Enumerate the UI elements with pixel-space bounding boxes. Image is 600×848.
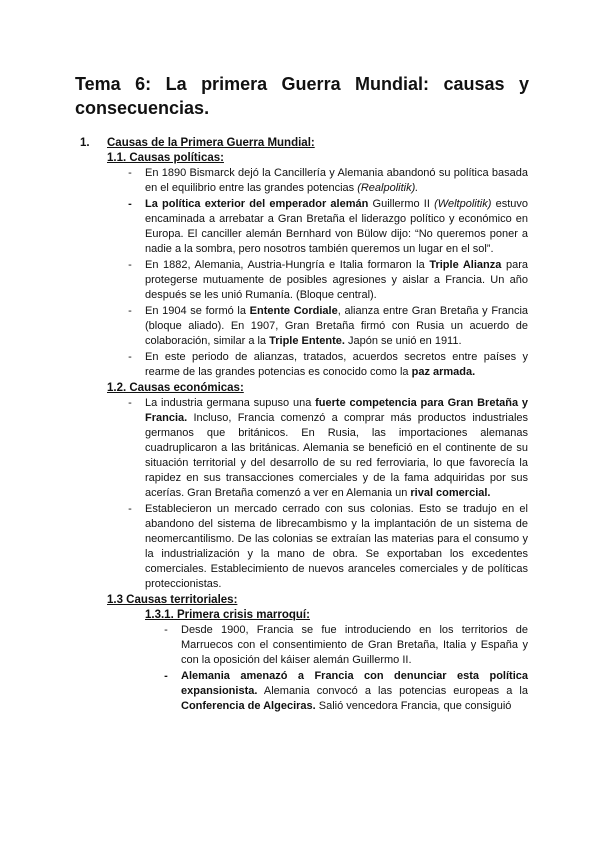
list-item (128, 396, 528, 501)
text-run: Desde 1900, Francia se fue introduciendo en los territorios de Marruecos con el consentimiento de Gran Bretaña, Italia y España y con la oposición del káiser alemán Guillermo II. (181, 624, 528, 666)
dash-marker: - (128, 503, 132, 515)
bold-term: Triple Entente. (269, 335, 345, 347)
list-item (164, 669, 528, 714)
bold-term: rival comercial. (410, 487, 491, 499)
dash-marker: - (128, 167, 132, 179)
text-run: En 1904 se formó la (145, 305, 250, 317)
economic-causes-list (0, 396, 600, 592)
text-run: , alianza entre Gran Bretaña y Francia (bloque aliado). En 1907, Gran Bretaña firmó con Rusia un acuerdo de colaboración, similar a la (145, 305, 528, 347)
subsection-heading-political: 1.1. Causas políticas: (107, 152, 224, 164)
bold-term: Entente Cordiale (249, 305, 338, 317)
dash-marker: - (128, 259, 132, 271)
section-number: 1. (80, 137, 90, 149)
italic-term: (Realpolitik). (357, 182, 419, 194)
dash-marker: - (164, 624, 168, 636)
text-run: En 1882, Alemania, Austria-Hungría e Italia formaron la (145, 259, 430, 271)
text-run: En 1890 Bismarck dejó la Cancillería y Alemania abandonó su política basada en el equilibrio entre las grandes potencias (145, 167, 528, 194)
list-item (128, 166, 528, 196)
dash-marker: - (128, 305, 132, 317)
text-run: Establecieron un mercado cerrado con sus colonias. Esto se tradujo en el abandono del sistema de librecambismo y la implantación de un sistema de neomercantilismo. De las colonias se extraían las materias para el consumo y la industrialización y la mano de obra. Se exportaban los excedentes comerciales. Establecimiento de nuevos aranceles comerciales y de políticas proteccionistas. (145, 503, 528, 590)
text-run: Japón se unió en 1911. (344, 335, 462, 347)
political-causes-list (0, 166, 600, 380)
bold-term: fuerte competencia para Gran Bretaña y Francia. (145, 397, 528, 424)
bold-term: La política exterior del emperador alemán (145, 198, 369, 210)
bold-term: paz armada. (411, 366, 476, 378)
text-run: Incluso, Francia comenzó a comprar más productos industriales germanos que británicos. En Rusia, las importaciones alemanas cuadruplicaron a las británicas. Alemania se benefició en el continente de su situación territorial y del desarrollo de su red ferroviaria, lo que favorecía la rapidez en sus transacciones comerciales y de la fama adquiridas por sus acerías. Gran Bretaña comenzó a ver en Alemania un (145, 412, 528, 499)
text-run: estuvo encaminada a arrebatar a Gran Bretaña el liderazgo político y económico en Europa. El canciller alemán Bernhard von Bülow dijo: “No queremos poner a nadie a la sombra, pero nosotros también queremos un lugar en el sol”. (145, 198, 528, 255)
text-run: Salió vencedora Francia, que consiguió (315, 700, 512, 712)
list-item (128, 350, 528, 380)
dash-marker: - (128, 351, 132, 363)
bold-term: Conferencia de Algeciras. (181, 700, 316, 712)
subsection-heading-economic: 1.2. Causas económicas: (107, 382, 244, 394)
list-item (128, 258, 528, 303)
text-run: Guillermo II (368, 198, 435, 210)
italic-term: (Weltpolitik) (434, 198, 492, 210)
bold-term: Triple Alianza (429, 259, 502, 271)
text-run: Alemania convocó a las potencias europeas a la (257, 685, 528, 697)
dash-marker: - (128, 198, 132, 210)
list-item (128, 502, 528, 592)
list-item (164, 623, 528, 668)
moroccan-crisis-list (0, 623, 600, 714)
document-title: Tema 6: La primera Guerra Mundial: causas y consecuencias. (75, 74, 529, 118)
subsubsection-heading-moroccan-crisis: 1.3.1. Primera crisis marroquí: (145, 609, 310, 621)
text-run: En este periodo de alianzas, tratados, acuerdos secretos entre países y rearme de las grandes potencias es conocido como la (145, 351, 528, 378)
list-item (128, 197, 528, 257)
section-heading (0, 135, 600, 151)
bold-term: Alemania amenazó a Francia con denunciar esta política expansionista. (181, 670, 528, 697)
dash-marker: - (128, 397, 132, 409)
text-run: La industria germana supuso una (145, 397, 316, 409)
subsection-heading-territorial: 1.3 Causas territoriales: (107, 594, 238, 606)
list-item (128, 304, 528, 349)
section-heading-text: Causas de la Primera Guerra Mundial: (107, 137, 315, 149)
dash-marker: - (164, 670, 168, 682)
text-run: para protegerse mutuamente de posibles agresiones y aislar a Francia. Un año después se les unió Rumanía. (Bloque central). (145, 259, 528, 301)
document-body (0, 135, 600, 715)
